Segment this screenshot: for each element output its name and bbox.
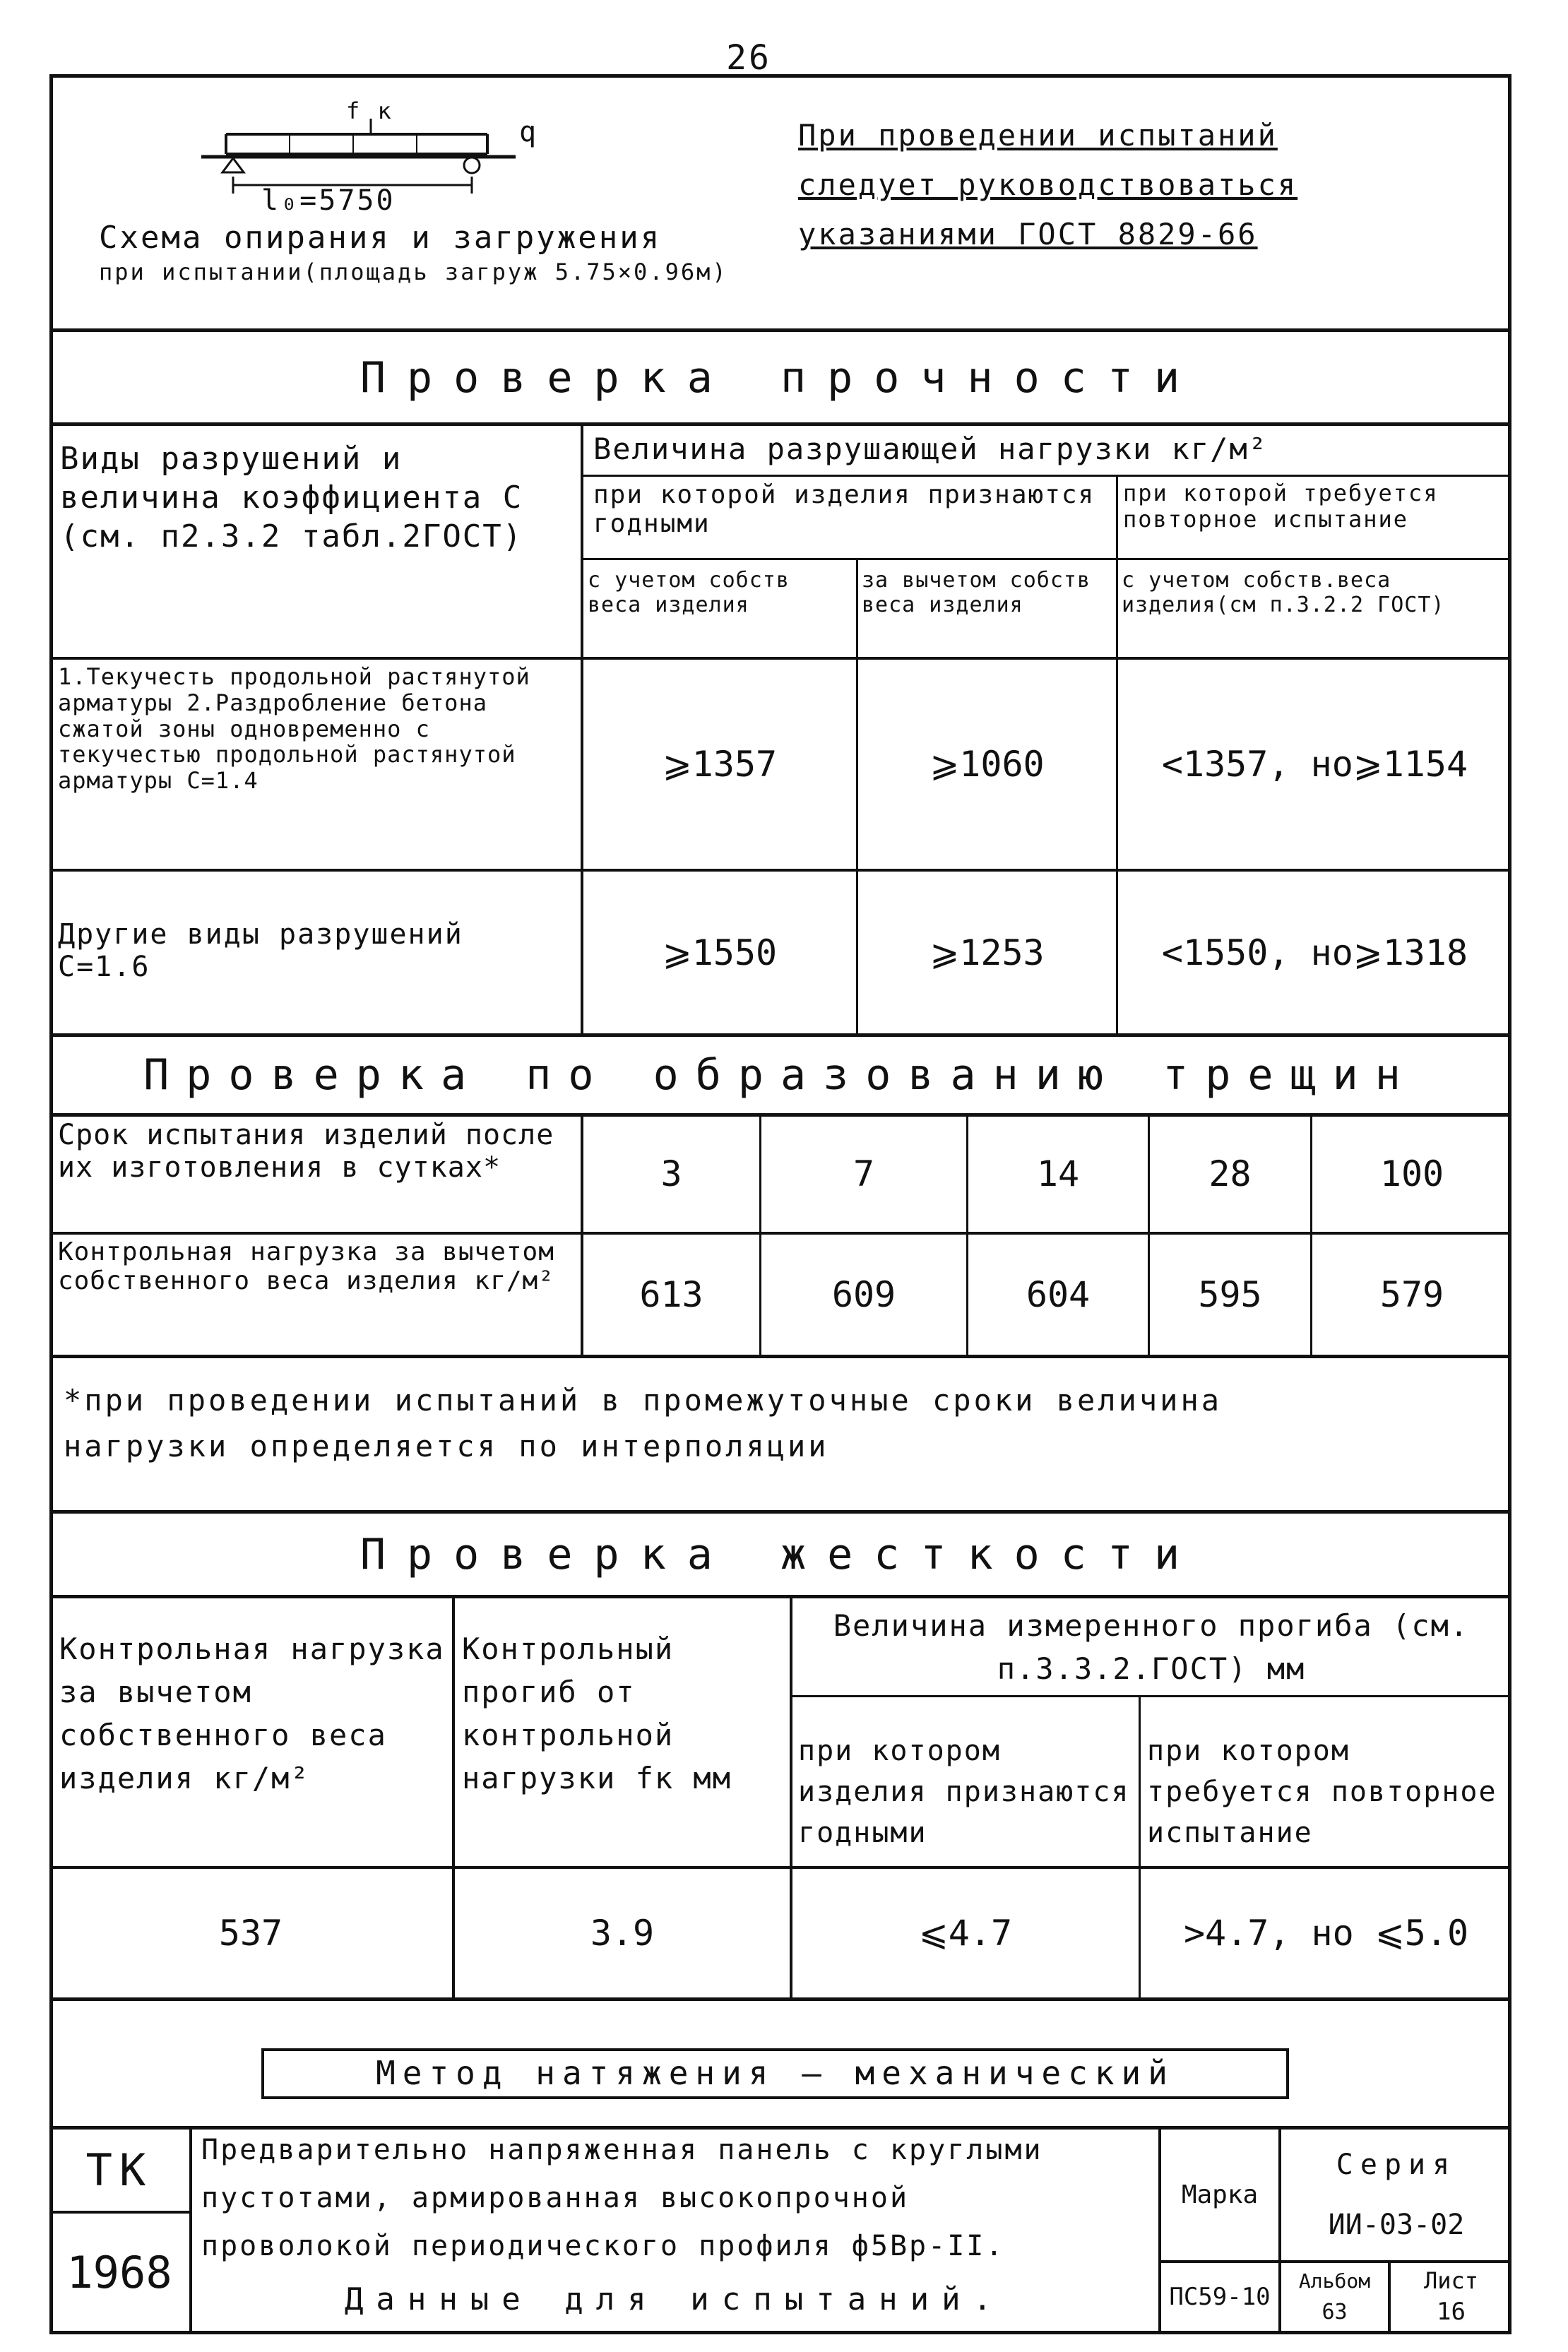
diagram-load-label: q <box>519 116 539 148</box>
strength-title: Проверка прочности <box>360 353 1201 403</box>
album-value: 63 <box>1321 2299 1348 2324</box>
cracks-load-7: 609 <box>831 1274 896 1315</box>
stiffness-v3: ⩽4.7 <box>918 1913 1013 1954</box>
strength-top-header: Величина разрушающей нагрузки кг/м² <box>593 431 1269 466</box>
cracks-day-100: 100 <box>1379 1153 1444 1194</box>
mark-value: ПС59-10 <box>1169 2283 1271 2311</box>
series-value: ИИ-03-02 <box>1328 2209 1465 2241</box>
strength-row2-label: Другие виды разрушений C=1.6 <box>58 918 463 983</box>
strength-group-retest: при которой требуется повторное испытание <box>1123 480 1439 533</box>
cracks-day-28: 28 <box>1208 1153 1252 1194</box>
diagram-span-label: l₀=5750 <box>261 184 396 217</box>
strength-row1-v1: ⩾1357 <box>662 744 778 785</box>
diagram-caption-1: Схема опирания и загружения <box>99 220 662 256</box>
org-mark: ТК <box>85 2144 153 2196</box>
year: 1968 <box>66 2246 172 2298</box>
sheet-label: Лист <box>1423 2267 1479 2294</box>
page-number: 26 <box>726 38 771 78</box>
cracks-title: Проверка по образованию трещин <box>143 1050 1418 1100</box>
note-line-1: При проведении испытаний <box>798 118 1278 153</box>
cracks-day-3: 3 <box>660 1153 682 1194</box>
stiffness-v4: >4.7, но ⩽5.0 <box>1183 1913 1469 1954</box>
stiffness-title: Проверка жесткости <box>360 1529 1201 1579</box>
cracks-footnote: *при проведении испытаний в промежуточные сроки величина нагрузки определяется по интерполяции <box>64 1383 1223 1464</box>
cracks-row1-label: Срок испытания изделий после их изготовления в сутках* <box>58 1119 554 1184</box>
cracks-load-3: 613 <box>639 1274 703 1315</box>
series-label: Серия <box>1336 2149 1457 2181</box>
strength-row1-v3: <1357, но⩾1154 <box>1161 744 1468 785</box>
cracks-load-28: 595 <box>1198 1274 1262 1315</box>
strength-row1-label: 1.Текучесть продольной растянутой арматуры 2.Раздробление бетона сжатой зоны одновременно с текучестью продольной растянутой арматуры C=1.4 <box>58 663 530 795</box>
diagram-caption-2: при испытании(площадь загруж 5.75×0.96м) <box>99 259 728 285</box>
stiffness-h3b: при котором требуется повторное испытание <box>1147 1735 1497 1849</box>
sheet-value: 16 <box>1437 2298 1466 2326</box>
stiffness-h3: Величина измеренного прогиба (см. п.3.3.2.ГОСТ) мм <box>833 1608 1470 1686</box>
album-label: Альбом <box>1298 2269 1371 2293</box>
strength-col2-header: за вычетом собств веса изделия <box>862 568 1091 617</box>
description-line-3: проволокой периодического профиля ф5Вр-II. <box>201 2230 1005 2262</box>
stiffness-v1: 537 <box>218 1913 283 1954</box>
strength-row2-v3: <1550, но⩾1318 <box>1161 932 1468 973</box>
strength-row2-v2: ⩾1253 <box>929 932 1045 973</box>
stiffness-h1: Контрольная нагрузка за вычетом собственного веса изделия кг/м² <box>59 1632 445 1795</box>
note-line-3: указаниями ГОСТ 8829-66 <box>798 217 1258 251</box>
note-line-2: следует руководствоваться <box>798 167 1298 202</box>
strength-col1-header: с учетом собств веса изделия <box>588 568 790 617</box>
stiffness-h2: Контрольный прогиб от контрольной нагрузки fк мм <box>462 1632 732 1795</box>
strength-col3-header: с учетом собств.веса изделия(см п.3.2.2 ГОСТ) <box>1122 568 1445 617</box>
cracks-row2-label: Контрольная нагрузка за вычетом собственного веса изделия кг/м² <box>58 1237 554 1296</box>
strength-left-header: Виды разрушений и величина коэффициента C (см. п2.3.2 табл.2ГОСТ) <box>60 441 523 554</box>
strength-row1-v2: ⩾1060 <box>929 744 1045 785</box>
method-box: Метод натяжения — механический <box>261 2048 1289 2099</box>
cracks-day-14: 14 <box>1036 1153 1080 1194</box>
cracks-load-14: 604 <box>1026 1274 1091 1315</box>
diagram-deflection-label: f к <box>346 97 393 124</box>
description-line-4: Данные для испытаний. <box>344 2281 1005 2318</box>
cracks-day-7: 7 <box>853 1153 875 1194</box>
description-line-1: Предварительно напряженная панель с круглыми <box>201 2134 1043 2166</box>
cracks-load-100: 579 <box>1379 1274 1444 1315</box>
stiffness-h3a: при котором изделия признаются годными <box>798 1735 1130 1849</box>
stiffness-v2: 3.9 <box>590 1913 655 1954</box>
mark-label: Марка <box>1181 2180 1259 2209</box>
strength-group-good: при которой изделия признаются годными <box>593 480 1095 539</box>
description-line-2: пустотами, армированная высокопрочной <box>201 2182 910 2214</box>
strength-row2-v1: ⩾1550 <box>662 932 778 973</box>
